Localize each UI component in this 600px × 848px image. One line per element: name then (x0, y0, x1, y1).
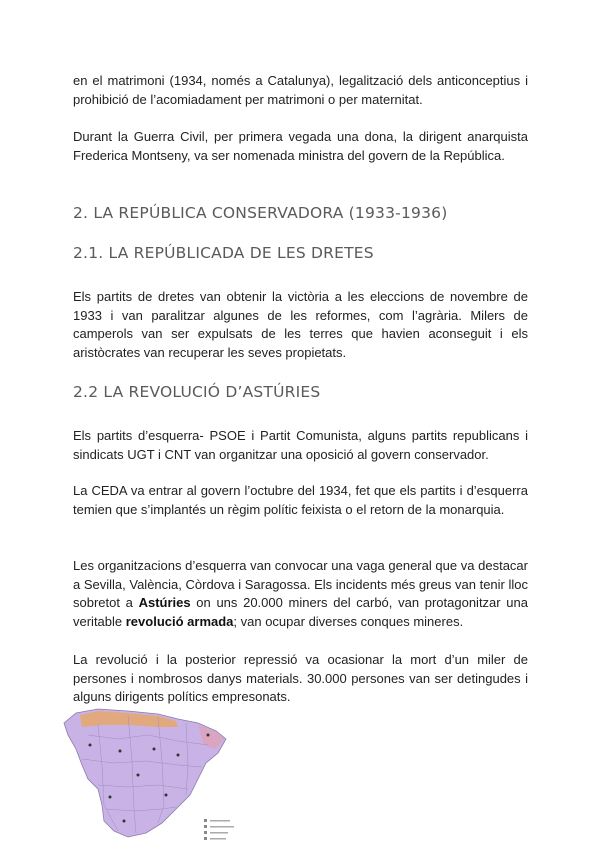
paragraph-right-victory: Els partits de dretes van obtenir la victòria a les eleccions de novembre de 1933 i van paralitzar algunes de les reformes, com l’agrària. Milers de camperols van ser expulsats de les terres que havien aconseguit i els aristòcrates van recuperar les seves propietats. (73, 289, 528, 360)
paragraph-ceda-government: La CEDA va entrar al govern l’octubre del 1934, fet que els partits i d’esquerra temien que s’implantés un règim polític feixista o el retorn de la monarquia. (73, 483, 528, 517)
strike-text-a: Les organitzacions d’esquerra van convocar una vaga general que va destacar a Sevilla, València, Còrdova i Saragossa. Els incidents més greus van tenir lloc sobretot a (73, 558, 528, 611)
strike-text-c: ; van ocupar diverses conques mineres. (233, 613, 464, 629)
paragraph-montseny: Durant la Guerra Civil, per primera vegada una dona, la dirigent anarquista Frederica Montseny, va ser nomenada ministra del govern de la República. (73, 129, 528, 163)
map-legend (204, 819, 234, 840)
paragraph-repression: La revolució i la posterior repressió va ocasionar la mort d’un miler de persones i nombrosos danys materials. 30.000 persones van ser detingudes i alguns dirigents polítics empresonats. (73, 652, 528, 705)
heading-asturias-revolution: 2.2 LA REVOLUCIÓ D’ASTÚRIES (73, 383, 321, 401)
asturias-bold: Astúries (138, 595, 191, 611)
paragraph-general-strike (73, 557, 528, 631)
paragraph-marriage-rights: en el matrimoni (1934, només a Catalunya), legalització dels anticonceptius i prohibició de l’acomiadament per matrimoni o per maternitat. (73, 73, 528, 107)
paragraph-left-opposition: Els partits d’esquerra- PSOE i Partit Comunista, alguns partits republicans i sindicats UGT i CNT van organitzar una oposició al govern conservador. (73, 428, 528, 462)
spain-map-image (58, 705, 248, 845)
heading-right-wing-republic: 2.1. LA REPÚBLICADA DE LES DRETES (73, 244, 374, 262)
armed-revolution-bold: revolució armada (125, 613, 234, 629)
heading-conservative-republic: 2. LA REPÚBLICA CONSERVADORA (1933-1936) (73, 204, 448, 222)
strike-text-b: on uns 20.000 miners del carbó, van protagonitzar una veritable (73, 595, 528, 629)
